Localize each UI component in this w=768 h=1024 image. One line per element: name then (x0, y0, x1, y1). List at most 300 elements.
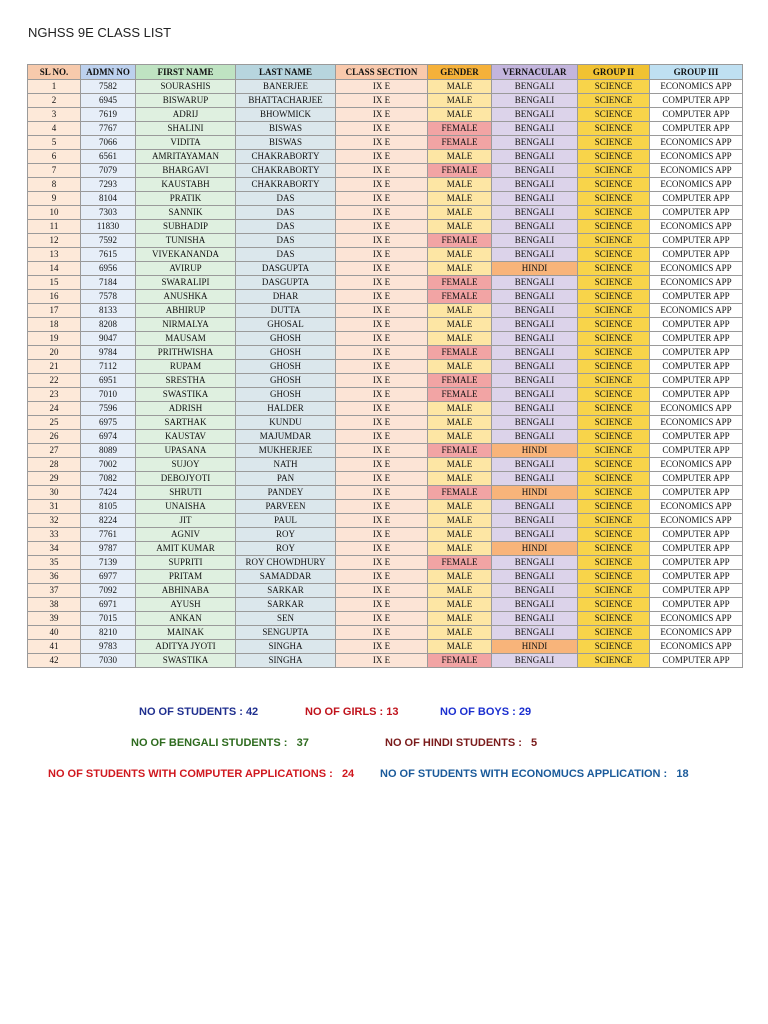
cell-sl-no: 15 (28, 276, 81, 290)
cell-last-name: NATH (236, 458, 336, 472)
cell-class-section: IX E (336, 416, 428, 430)
cell-group-iii: COMPUTER APP (650, 332, 743, 346)
cell-group-iii: COMPUTER APP (650, 360, 743, 374)
table-row (28, 640, 743, 654)
cell-class-section: IX E (336, 584, 428, 598)
cell-sl-no: 29 (28, 472, 81, 486)
cell-group-ii: SCIENCE (578, 472, 650, 486)
cell-group-ii: SCIENCE (578, 150, 650, 164)
cell-gender: FEMALE (428, 556, 492, 570)
table-row (28, 458, 743, 472)
cell-group-iii: COMPUTER APP (650, 430, 743, 444)
cell-class-section: IX E (336, 514, 428, 528)
cell-gender: MALE (428, 206, 492, 220)
cell-gender: MALE (428, 220, 492, 234)
cell-vernacular: BENGALI (492, 374, 578, 388)
cell-group-iii: ECONOMICS APP (650, 304, 743, 318)
table-row (28, 108, 743, 122)
table-row (28, 514, 743, 528)
cell-last-name: KUNDU (236, 416, 336, 430)
cell-sl-no: 13 (28, 248, 81, 262)
cell-gender: FEMALE (428, 486, 492, 500)
cell-class-section: IX E (336, 192, 428, 206)
cell-last-name: SINGHA (236, 654, 336, 668)
cell-group-ii: SCIENCE (578, 220, 650, 234)
cell-first-name: MAINAK (136, 626, 236, 640)
cell-first-name: SUPRITI (136, 556, 236, 570)
cell-sl-no: 8 (28, 178, 81, 192)
cell-sl-no: 4 (28, 122, 81, 136)
cell-sl-no: 12 (28, 234, 81, 248)
cell-first-name: SUJOY (136, 458, 236, 472)
cell-last-name: BHOWMICK (236, 108, 336, 122)
cell-class-section: IX E (336, 220, 428, 234)
cell-admn-no: 7030 (81, 654, 136, 668)
cell-last-name: DUTTA (236, 304, 336, 318)
header-class-section: CLASS SECTION (336, 65, 428, 80)
cell-last-name: SENGUPTA (236, 626, 336, 640)
cell-gender: MALE (428, 626, 492, 640)
table-row (28, 290, 743, 304)
cell-last-name: SEN (236, 612, 336, 626)
cell-gender: FEMALE (428, 388, 492, 402)
cell-last-name: PANDEY (236, 486, 336, 500)
cell-sl-no: 2 (28, 94, 81, 108)
cell-class-section: IX E (336, 556, 428, 570)
table-row (28, 248, 743, 262)
cell-last-name: SARKAR (236, 584, 336, 598)
cell-sl-no: 20 (28, 346, 81, 360)
cell-last-name: GHOSH (236, 346, 336, 360)
cell-vernacular: HINDI (492, 640, 578, 654)
table-row (28, 584, 743, 598)
cell-group-ii: SCIENCE (578, 94, 650, 108)
table-row (28, 178, 743, 192)
cell-admn-no: 8105 (81, 500, 136, 514)
cell-admn-no: 7092 (81, 584, 136, 598)
cell-group-iii: COMPUTER APP (650, 192, 743, 206)
cell-vernacular: BENGALI (492, 80, 578, 94)
cell-admn-no: 7015 (81, 612, 136, 626)
cell-first-name: NIRMALYA (136, 318, 236, 332)
cell-group-iii: ECONOMICS APP (650, 178, 743, 192)
cell-group-ii: SCIENCE (578, 640, 650, 654)
cell-last-name: CHAKRABORTY (236, 178, 336, 192)
cell-vernacular: BENGALI (492, 402, 578, 416)
cell-gender: FEMALE (428, 136, 492, 150)
cell-group-ii: SCIENCE (578, 374, 650, 388)
cell-group-ii: SCIENCE (578, 514, 650, 528)
cell-class-section: IX E (336, 388, 428, 402)
cell-last-name: BHATTACHARJEE (236, 94, 336, 108)
table-row (28, 598, 743, 612)
cell-class-section: IX E (336, 262, 428, 276)
cell-gender: MALE (428, 108, 492, 122)
cell-last-name: DAS (236, 248, 336, 262)
cell-gender: MALE (428, 80, 492, 94)
cell-group-ii: SCIENCE (578, 388, 650, 402)
header-first-name: FIRST NAME (136, 65, 236, 80)
table-row (28, 542, 743, 556)
cell-sl-no: 35 (28, 556, 81, 570)
cell-first-name: SARTHAK (136, 416, 236, 430)
cell-group-iii: COMPUTER APP (650, 108, 743, 122)
cell-group-ii: SCIENCE (578, 206, 650, 220)
table-row (28, 626, 743, 640)
cell-class-section: IX E (336, 640, 428, 654)
cell-group-ii: SCIENCE (578, 262, 650, 276)
cell-gender: FEMALE (428, 276, 492, 290)
cell-group-iii: COMPUTER APP (650, 248, 743, 262)
cell-gender: MALE (428, 318, 492, 332)
cell-group-ii: SCIENCE (578, 80, 650, 94)
cell-admn-no: 7592 (81, 234, 136, 248)
summary-economics-applications: NO OF STUDENTS WITH ECONOMUCS APPLICATION : 18 (380, 768, 689, 780)
cell-sl-no: 34 (28, 542, 81, 556)
cell-admn-no: 9047 (81, 332, 136, 346)
cell-gender: MALE (428, 332, 492, 346)
table-row (28, 192, 743, 206)
cell-last-name: DAS (236, 234, 336, 248)
cell-sl-no: 17 (28, 304, 81, 318)
cell-vernacular: BENGALI (492, 346, 578, 360)
cell-admn-no: 8208 (81, 318, 136, 332)
cell-class-section: IX E (336, 626, 428, 640)
cell-first-name: ABHIRUP (136, 304, 236, 318)
cell-group-ii: SCIENCE (578, 626, 650, 640)
cell-first-name: VIDITA (136, 136, 236, 150)
cell-group-ii: SCIENCE (578, 542, 650, 556)
cell-group-iii: COMPUTER APP (650, 584, 743, 598)
cell-class-section: IX E (336, 374, 428, 388)
cell-vernacular: HINDI (492, 262, 578, 276)
cell-first-name: JIT (136, 514, 236, 528)
cell-group-ii: SCIENCE (578, 528, 650, 542)
cell-gender: MALE (428, 640, 492, 654)
table-row (28, 486, 743, 500)
cell-group-ii: SCIENCE (578, 136, 650, 150)
cell-first-name: RUPAM (136, 360, 236, 374)
cell-vernacular: BENGALI (492, 108, 578, 122)
cell-group-ii: SCIENCE (578, 192, 650, 206)
cell-last-name: DASGUPTA (236, 276, 336, 290)
cell-group-ii: SCIENCE (578, 556, 650, 570)
cell-gender: FEMALE (428, 374, 492, 388)
cell-group-iii: ECONOMICS APP (650, 136, 743, 150)
cell-admn-no: 11830 (81, 220, 136, 234)
cell-first-name: ABHINABA (136, 584, 236, 598)
header-last-name: LAST NAME (236, 65, 336, 80)
cell-gender: MALE (428, 542, 492, 556)
cell-vernacular: BENGALI (492, 598, 578, 612)
cell-class-section: IX E (336, 346, 428, 360)
cell-group-iii: COMPUTER APP (650, 234, 743, 248)
cell-sl-no: 3 (28, 108, 81, 122)
cell-gender: MALE (428, 584, 492, 598)
table-row (28, 612, 743, 626)
cell-gender: MALE (428, 570, 492, 584)
cell-last-name: HALDER (236, 402, 336, 416)
cell-class-section: IX E (336, 458, 428, 472)
cell-gender: MALE (428, 528, 492, 542)
cell-admn-no: 8104 (81, 192, 136, 206)
cell-group-ii: SCIENCE (578, 598, 650, 612)
table-row (28, 528, 743, 542)
cell-vernacular: HINDI (492, 486, 578, 500)
cell-group-iii: COMPUTER APP (650, 346, 743, 360)
table-row (28, 570, 743, 584)
table-row (28, 360, 743, 374)
cell-class-section: IX E (336, 234, 428, 248)
table-row (28, 416, 743, 430)
cell-admn-no: 7596 (81, 402, 136, 416)
cell-admn-no: 7424 (81, 486, 136, 500)
cell-sl-no: 9 (28, 192, 81, 206)
cell-group-ii: SCIENCE (578, 122, 650, 136)
cell-first-name: ANUSHKA (136, 290, 236, 304)
cell-first-name: AMIT KUMAR (136, 542, 236, 556)
cell-vernacular: BENGALI (492, 360, 578, 374)
cell-class-section: IX E (336, 276, 428, 290)
cell-group-ii: SCIENCE (578, 332, 650, 346)
cell-gender: MALE (428, 150, 492, 164)
cell-group-iii: ECONOMICS APP (650, 416, 743, 430)
cell-group-ii: SCIENCE (578, 500, 650, 514)
cell-admn-no: 7615 (81, 248, 136, 262)
cell-class-section: IX E (336, 612, 428, 626)
cell-sl-no: 11 (28, 220, 81, 234)
cell-last-name: BISWAS (236, 136, 336, 150)
cell-group-iii: ECONOMICS APP (650, 626, 743, 640)
cell-last-name: ROY (236, 528, 336, 542)
cell-sl-no: 40 (28, 626, 81, 640)
cell-sl-no: 41 (28, 640, 81, 654)
cell-sl-no: 37 (28, 584, 81, 598)
table-row (28, 430, 743, 444)
table-row (28, 122, 743, 136)
cell-class-section: IX E (336, 570, 428, 584)
table-row (28, 444, 743, 458)
cell-group-iii: ECONOMICS APP (650, 458, 743, 472)
cell-group-iii: COMPUTER APP (650, 556, 743, 570)
cell-class-section: IX E (336, 654, 428, 668)
cell-last-name: PARVEEN (236, 500, 336, 514)
cell-vernacular: BENGALI (492, 136, 578, 150)
cell-group-ii: SCIENCE (578, 346, 650, 360)
cell-first-name: SWARALIPI (136, 276, 236, 290)
cell-class-section: IX E (336, 178, 428, 192)
cell-admn-no: 8133 (81, 304, 136, 318)
cell-gender: MALE (428, 598, 492, 612)
cell-group-ii: SCIENCE (578, 360, 650, 374)
cell-sl-no: 14 (28, 262, 81, 276)
cell-first-name: SHRUTI (136, 486, 236, 500)
cell-class-section: IX E (336, 402, 428, 416)
cell-gender: MALE (428, 472, 492, 486)
cell-admn-no: 7293 (81, 178, 136, 192)
table-body (28, 80, 743, 668)
table-row (28, 94, 743, 108)
cell-gender: MALE (428, 514, 492, 528)
cell-first-name: UPASANA (136, 444, 236, 458)
cell-group-iii: COMPUTER APP (650, 486, 743, 500)
cell-group-ii: SCIENCE (578, 164, 650, 178)
cell-group-ii: SCIENCE (578, 458, 650, 472)
cell-vernacular: BENGALI (492, 388, 578, 402)
cell-vernacular: BENGALI (492, 430, 578, 444)
cell-group-iii: COMPUTER APP (650, 388, 743, 402)
cell-vernacular: BENGALI (492, 290, 578, 304)
cell-last-name: GHOSH (236, 388, 336, 402)
summary-hindi-students: NO OF HINDI STUDENTS : 5 (385, 737, 538, 749)
cell-admn-no: 7139 (81, 556, 136, 570)
cell-group-ii: SCIENCE (578, 570, 650, 584)
cell-class-section: IX E (336, 206, 428, 220)
header-admn-no: ADMN NO (81, 65, 136, 80)
cell-sl-no: 27 (28, 444, 81, 458)
cell-group-iii: ECONOMICS APP (650, 276, 743, 290)
cell-first-name: PRATIK (136, 192, 236, 206)
cell-group-ii: SCIENCE (578, 276, 650, 290)
table-row (28, 402, 743, 416)
cell-first-name: KAUSTABH (136, 178, 236, 192)
cell-admn-no: 7002 (81, 458, 136, 472)
cell-group-iii: ECONOMICS APP (650, 262, 743, 276)
cell-admn-no: 7578 (81, 290, 136, 304)
table-row (28, 276, 743, 290)
cell-first-name: SHALINI (136, 122, 236, 136)
cell-sl-no: 28 (28, 458, 81, 472)
cell-group-ii: SCIENCE (578, 584, 650, 598)
table-row (28, 220, 743, 234)
cell-class-section: IX E (336, 164, 428, 178)
cell-admn-no: 7112 (81, 360, 136, 374)
cell-group-iii: ECONOMICS APP (650, 612, 743, 626)
table-row (28, 80, 743, 94)
cell-first-name: BISWARUP (136, 94, 236, 108)
cell-class-section: IX E (336, 360, 428, 374)
cell-vernacular: HINDI (492, 444, 578, 458)
table-row (28, 346, 743, 360)
cell-group-iii: COMPUTER APP (650, 542, 743, 556)
cell-group-iii: ECONOMICS APP (650, 220, 743, 234)
cell-vernacular: BENGALI (492, 248, 578, 262)
cell-class-section: IX E (336, 304, 428, 318)
cell-last-name: DHAR (236, 290, 336, 304)
cell-group-iii: ECONOMICS APP (650, 80, 743, 94)
cell-admn-no: 8224 (81, 514, 136, 528)
cell-vernacular: BENGALI (492, 318, 578, 332)
cell-last-name: GHOSAL (236, 318, 336, 332)
cell-group-iii: COMPUTER APP (650, 444, 743, 458)
table-row (28, 234, 743, 248)
cell-class-section: IX E (336, 332, 428, 346)
cell-last-name: DAS (236, 192, 336, 206)
summary-girls: NO OF GIRLS : 13 (305, 706, 399, 718)
cell-vernacular: BENGALI (492, 528, 578, 542)
cell-first-name: SWASTIKA (136, 388, 236, 402)
cell-class-section: IX E (336, 430, 428, 444)
cell-sl-no: 30 (28, 486, 81, 500)
header-group-iii: GROUP III (650, 65, 743, 80)
table-row (28, 318, 743, 332)
cell-sl-no: 38 (28, 598, 81, 612)
cell-sl-no: 10 (28, 206, 81, 220)
cell-admn-no: 9787 (81, 542, 136, 556)
cell-vernacular: BENGALI (492, 458, 578, 472)
cell-class-section: IX E (336, 486, 428, 500)
cell-admn-no: 7767 (81, 122, 136, 136)
cell-first-name: MAUSAM (136, 332, 236, 346)
cell-gender: MALE (428, 304, 492, 318)
cell-group-iii: COMPUTER APP (650, 318, 743, 332)
cell-group-ii: SCIENCE (578, 108, 650, 122)
cell-group-ii: SCIENCE (578, 402, 650, 416)
header-sl-no: SL NO. (28, 65, 81, 80)
cell-admn-no: 7066 (81, 136, 136, 150)
cell-first-name: ADRIJ (136, 108, 236, 122)
cell-group-iii: COMPUTER APP (650, 206, 743, 220)
cell-first-name: UNAISHA (136, 500, 236, 514)
cell-admn-no: 7619 (81, 108, 136, 122)
cell-admn-no: 6974 (81, 430, 136, 444)
cell-last-name: DASGUPTA (236, 262, 336, 276)
cell-first-name: DEBOJYOTI (136, 472, 236, 486)
table-row (28, 388, 743, 402)
cell-first-name: AGNIV (136, 528, 236, 542)
cell-gender: MALE (428, 192, 492, 206)
cell-last-name: SARKAR (236, 598, 336, 612)
table-row (28, 556, 743, 570)
cell-last-name: SINGHA (236, 640, 336, 654)
cell-first-name: SUBHADIP (136, 220, 236, 234)
cell-admn-no: 9784 (81, 346, 136, 360)
cell-gender: FEMALE (428, 234, 492, 248)
header-group-ii: GROUP II (578, 65, 650, 80)
cell-group-iii: ECONOMICS APP (650, 640, 743, 654)
cell-admn-no: 7079 (81, 164, 136, 178)
cell-first-name: PRITHWISHA (136, 346, 236, 360)
cell-sl-no: 18 (28, 318, 81, 332)
cell-sl-no: 24 (28, 402, 81, 416)
cell-gender: MALE (428, 262, 492, 276)
cell-last-name: ROY (236, 542, 336, 556)
header-gender: GENDER (428, 65, 492, 80)
cell-first-name: VIVEKANANDA (136, 248, 236, 262)
cell-group-ii: SCIENCE (578, 430, 650, 444)
cell-last-name: SAMADDAR (236, 570, 336, 584)
cell-gender: FEMALE (428, 444, 492, 458)
cell-group-iii: ECONOMICS APP (650, 164, 743, 178)
cell-group-iii: COMPUTER APP (650, 374, 743, 388)
cell-gender: FEMALE (428, 346, 492, 360)
cell-vernacular: BENGALI (492, 94, 578, 108)
cell-sl-no: 25 (28, 416, 81, 430)
cell-vernacular: BENGALI (492, 332, 578, 346)
cell-vernacular: BENGALI (492, 556, 578, 570)
cell-first-name: AMRITAYAMAN (136, 150, 236, 164)
cell-group-ii: SCIENCE (578, 654, 650, 668)
cell-vernacular: BENGALI (492, 626, 578, 640)
summary-computer-applications: NO OF STUDENTS WITH COMPUTER APPLICATIONS : 24 (48, 768, 355, 780)
cell-group-ii: SCIENCE (578, 416, 650, 430)
table-row (28, 332, 743, 346)
cell-sl-no: 5 (28, 136, 81, 150)
table-row (28, 206, 743, 220)
cell-gender: MALE (428, 402, 492, 416)
cell-class-section: IX E (336, 444, 428, 458)
cell-first-name: SOURASHIS (136, 80, 236, 94)
